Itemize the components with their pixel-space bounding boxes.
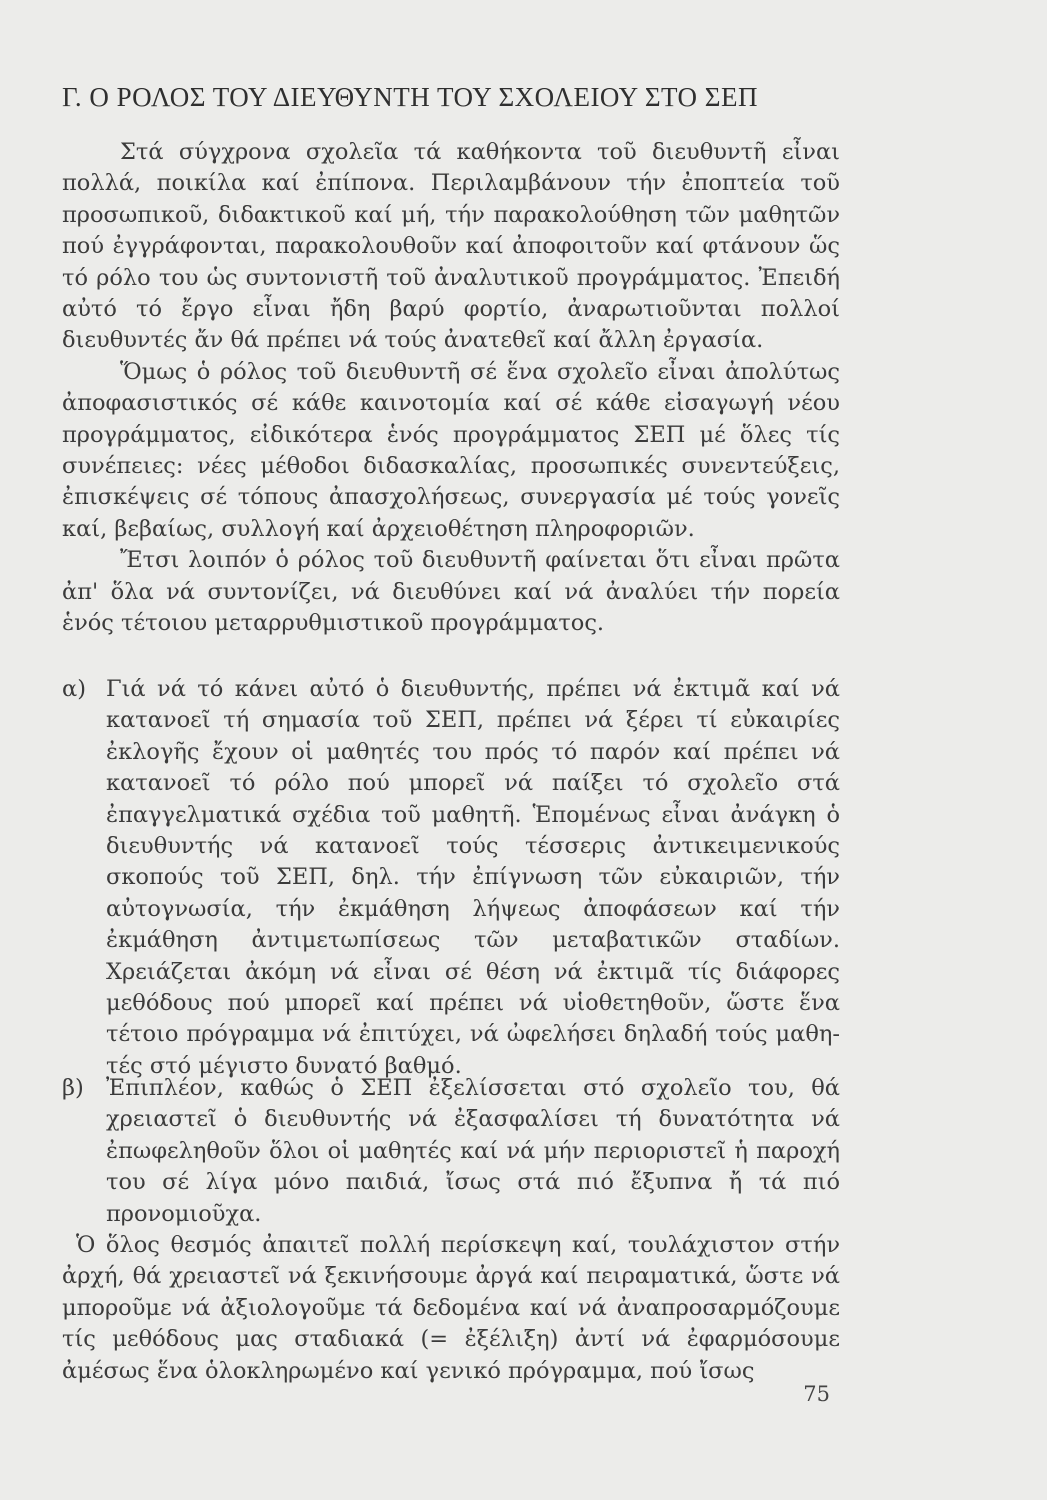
list-item-body	[106, 674, 840, 1082]
list-item-marker: β)	[62, 1075, 84, 1101]
continuation-paragraph: Ὁ ὅλος θεσμός ἀπαιτεῖ πολλή περίσκεψη καί, τουλάχιστον στήν ἀρχή, θά χρειαστεῖ νά ξεκινήσουμε ἀργά καί πειραματικά, ὥστε νά μποροῦμε νά ἀξιολογοῦμε τά δεδομένα καί νά ἀναπροσαρμόζουμε τίς μεθόδους μας σταδιακά (= ἐξέλιξη) ἀντί νά ἐφαρμόσουμε ἀμέσως ἕνα ὁλοκληρωμένο καί γενικό πρόγραμμα, πού ἴσως	[62, 1232, 840, 1384]
list-item-body	[62, 1073, 840, 1387]
section-heading: Γ. Ο ΡΟΛΟΣ ΤΟΥ ΔΙΕΥΘΥΝΤΗ ΤΟΥ ΣΧΟΛΕΙΟΥ ΣΤΟ ΣΕΠ	[62, 82, 759, 112]
list-item-text: Γιά νά τό κάνει αὐτό ὁ διευθυντής, πρέπει νά ἐκτιμᾶ καί νά κατανοεῖ τή σημασία τοῦ ΣΕΠ, πρέπει νά ξέρει τί εὐκαιρίες ἐκλογῆς ἔχουν οἱ μαθητές του πρός τό παρόν καί πρέπει νά κατανοεῖ τό ρόλο πού μπορεῖ νά παίξει τό σχολεῖο στά ἐπαγγελματικά σχέδια τοῦ μαθητῆ. Ἑπομένως εἶναι ἀνάγκη ὁ διευθυντής νά κατανοεῖ τούς τέσσερις ἀντικειμενικούς σκοπούς τοῦ ΣΕΠ, δηλ. τήν ἐπίγνωση τῶν εὐκαιριῶν, τήν αὐτογνωσία, τήν ἐκμάθηση λήψεως ἀποφάσεων καί τήν ἐκμάθηση ἀντιμετωπίσεως τῶν μεταβατικῶν σταδίων. Χρειάζεται ἀκόμη νά εἶναι σέ θέση νά ἐκτιμᾶ τίς διάφορες μεθόδους πού μπορεῖ καί πρέπει νά υἱοθετηθοῦν, ὥστε ἕνα τέτοιο πρόγραμμα νά ἐπιτύχει, νά ὠφελήσει δηλαδή τούς μαθητές στό μέγιστο δυνατό βαθμό.	[106, 676, 840, 1079]
list-item-a	[62, 674, 840, 1082]
list-item-marker: α)	[62, 676, 86, 702]
intro-paragraph: Στά σύγχρονα σχολεῖα τά καθήκοντα τοῦ διευθυντῆ εἶναι πολλά, ποικίλα καί ἐπίπονα. Περιλαμβάνουν τήν ἐποπτεία τοῦ προσωπικοῦ, διδακτικοῦ καί μή, τήν παρακολούθηση τῶν μαθητῶν πού ἐγγράφονται, παρακολουθοῦν καί ἀποφοιτοῦν καί φτάνουν ὥς τό ρόλο του ὡς συντονιστῆ τοῦ ἀναλυτικοῦ προγράμματος. Ἐπειδή αὐτό τό ἔργο εἶναι ἤδη βαρύ φορτίο, ἀναρωτιοῦνται πολλοί διευθυντές ἄν θά πρέπει νά τούς ἀνατεθεῖ καί ἄλλη ἐργασία.	[62, 139, 840, 354]
intro-section	[62, 137, 840, 640]
list-item-text: Ἐπιπλέον, καθώς ὁ ΣΕΠ ἐξελίσσεται στό σχολεῖο του, θά χρειαστεῖ ὁ διευθυντής νά ἐξασφαλίσει τή δυνατότητα νά ἐπωφεληθοῦν ὅλοι οἱ μαθητές καί νά μήν περιοριστεῖ ἡ παροχή του σέ λίγα μόνο παιδιά, ἴσως στά πιό ἔξυπνα ἤ τά πιό προνομιοῦχα.	[106, 1075, 840, 1227]
page-number: 75	[803, 1382, 830, 1406]
list-item-b	[62, 1073, 840, 1387]
intro-paragraph: Ὅμως ὁ ρόλος τοῦ διευθυντῆ σέ ἕνα σχολεῖο εἶναι ἀπολύτως ἀποφασιστικός σέ κάθε καινοτομία καί σέ κάθε εἰσαγωγή νέου προγράμματος, εἰδικότερα ἑνός προγράμματος ΣΕΠ μέ ὅλες τίς συνέπειες: νέες μέθοδοι διδασκαλίας, προσωπικές συνεντεύξεις, ἐπισκέψεις σέ τόπους ἀπασχολήσεως, συνεργασία μέ τούς γονεῖς καί, βεβαίως, συλλογή καί ἀρχειοθέτηση πληροφοριῶν.	[62, 358, 840, 542]
intro-paragraph: Ἔτσι λοιπόν ὁ ρόλος τοῦ διευθυντῆ φαίνεται ὅτι εἶναι πρῶτα ἀπ' ὅλα νά συντονίζει, νά διευθύνει καί νά ἀναλύει τήν πορεία ἑνός τέτοιου μεταρρυθμιστικοῦ προγράμματος.	[62, 547, 840, 637]
